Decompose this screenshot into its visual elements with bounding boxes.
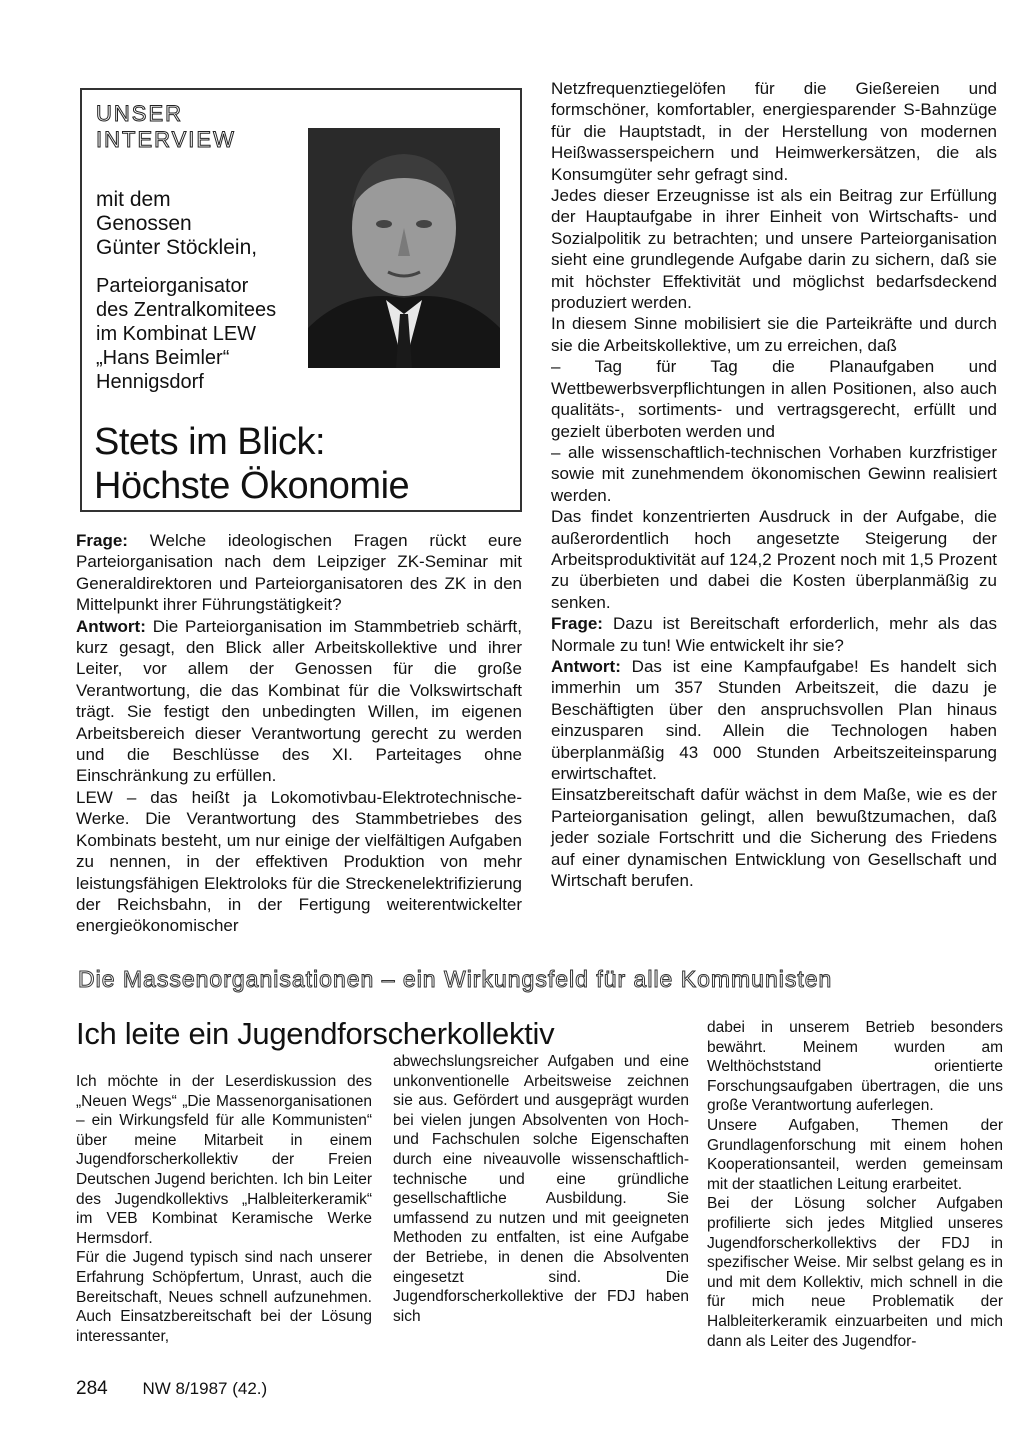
bullet-paragraph: – alle wissenschaftlich-technischen Vorhaben kurzfristiger sowie mit zunehmendem ökonomischen Gewinn realisiert werden. (551, 442, 997, 505)
question-label: Frage: (551, 614, 603, 634)
role-line: im Kombinat LEW (96, 323, 257, 345)
portrait-photo (308, 128, 500, 368)
question-text: Welche ideologischen Fragen rückt eure Parteiorganisation nach dem Leipziger ZK-Seminar mit Generaldirektoren und Parteiorganisatoren des ZK in den Mittelpunkt ihrer Führungstätigkeit? (76, 531, 522, 615)
answer-paragraph (551, 656, 997, 784)
article-column-3 (707, 1018, 1003, 1351)
page-footer (76, 1378, 267, 1400)
question-paragraph (551, 613, 997, 656)
section-title: Die Massenorganisationen – ein Wirkungsfeld für alle Kommunisten (78, 966, 833, 992)
body-paragraph: LEW – das heißt ja Lokomotivbau-Elektrotechnische-Werke. Die Verantwortung des Stammbetriebes des Kombinats besteht, um nur einige der vielfältigen Aufgaben zu nennen, in der effektiven Produktion von mehr leistungsfähigen Elektroloks für die Streckenelektrifizierung der Reichsbahn, in der Fertigung weiterentwickelter energieökonomischer (76, 787, 522, 936)
interview-left-column (76, 530, 522, 937)
role-line: „Hans Beimler“ (96, 347, 230, 369)
article-paragraph: dabei in unserem Betrieb besonders bewährt. Meinem wurden am Welthöchststand orientierte Forschungsaufgaben übertragen, die uns große Verantwortung auferlegen. (707, 1019, 1003, 1115)
article-paragraph: abwechslungsreicher Aufgaben und eine unkonventionelle Arbeitsweise zeichnen sie aus. Gefördert und ausgeprägt wurden bei vielen jungen Absolventen von Hoch- und Fachschulen solche Eigenschaften durch eine niveauvolle wissenschaftlich-technische und eine gründliche gesellschaftliche Ausbildung. Sie umfassend zu nutzen und mit geeigneten Methoden zu entfalten, ist eine Aufgabe der Betriebe, in denen die Absolventen eingesetzt sind. Die Jugendforscherkollektive der FDJ haben sich (393, 1053, 689, 1325)
question-label: Frage: (76, 531, 128, 550)
role-line: Parteiorganisator (96, 275, 249, 297)
interview-kicker (96, 101, 236, 153)
article-paragraph: Bei der Lösung solcher Aufgaben profilierte sich jedes Mitglied unseres Jugendforscherkollektivs der FDJ in spezifischer Weise. Mir selbst gelang es in und mit dem Kollektiv, mich schnell in die für mich neue Problematik der Halbleiterkeramik einzuarbeiten und mich dann als Leiter des Jugendfor- (707, 1195, 1003, 1350)
headline-line: Stets im Blick: (94, 421, 326, 463)
headline-line: Höchste Ökonomie (94, 465, 410, 507)
answer-label: Antwort: (551, 656, 621, 676)
question-paragraph (76, 530, 522, 616)
interview-intro (96, 188, 306, 394)
article-paragraph: Unsere Aufgaben, Themen der Grundlagenforschung mit einem hohen Kooperationsanteil, werden gemeinsam mit der staatlichen Leitung erarbeitet. (707, 1116, 1003, 1193)
answer-text: Das ist eine Kampfaufgabe! Es handelt sich immerhin um 357 Stunden Arbeitszeit, die dazu je Beschäftigten über den anspruchsvollen Plan hinaus einzusparen sind. Allein die Technologen haben überplanmäßig 43 000 Stunden Arbeitszeiteinsparung erwirtschaftet. (551, 656, 997, 783)
answer-paragraph (76, 616, 522, 787)
intro-line: Günter Stöcklein, (96, 236, 258, 259)
article-title: Ich leite ein Jugendforscherkollektiv (76, 1016, 555, 1051)
intro-line: mit dem (96, 188, 171, 211)
issue-label: NW 8/1987 (42.) (142, 1379, 268, 1398)
answer-text: Die Parteiorganisation im Stammbetrieb schärft, kurz gesagt, den Blick aller Arbeitskollektive und ihrer Leiter, vor allem der Genossen für die große Verantwortung, die das Kombinat für die Volkswirtschaft trägt. Sie festigt den unbedingten Willen, im eigenen Arbeitsbereich dieser Verantwortung gerecht zu werden und die Beschlüsse des XI. Parteitages ohne Einschränkung zu erfüllen. (76, 616, 522, 786)
interview-right-column (551, 78, 997, 891)
bullet-paragraph: – Tag für Tag die Planaufgaben und Wettbewerbsverpflichtungen in allen Positionen, also auch qualitäts-, sortiments- und vertragsgerecht, erfüllt und gezielt überboten werden und (551, 357, 997, 441)
kicker-line: INTERVIEW (96, 127, 236, 152)
article-column-1 (76, 1072, 372, 1346)
article-paragraph: Ich möchte in der Leserdiskussion des „Neuen Wegs“ „Die Massenorganisationen – ein Wirkungsfeld für alle Kommunisten“ über meine Mitarbeit in einem Jugendforscherkollektiv der Freien Deutschen Jugend berichten. Ich bin Leiter des Jugendkollektivs „Halbleiterkeramik“ im VEB Kombinat Keramische Werke Hermsdorf. (76, 1073, 372, 1247)
intro-line: Genossen (96, 212, 192, 235)
body-paragraph: Netzfrequenztiegelöfen für die Gießereien und formschöner, komfortabler, energiesparender S-Bahnzüge für die Hauptstadt, in der Herstellung von modernen Heißwasserspeichern und Heimwerkersätzen, die als Konsumgüter sehr gefragt sind. (551, 79, 997, 184)
role-line: des Zentralkomitees (96, 299, 277, 321)
article-column-2 (393, 1052, 689, 1326)
body-paragraph: Das findet konzentrierten Ausdruck in der Aufgabe, die außerordentlich hoch angesetzte Steigerung der Arbeitsproduktivität auf 124,2 Prozent noch mit 1,5 Prozent zu überbieten und dabei die Kosten überplanmäßig zu senken. (551, 507, 997, 612)
role-line: Hennigsdorf (96, 371, 204, 393)
body-paragraph: In diesem Sinne mobilisiert sie die Parteikräfte und durch sie die Arbeitskollektive, um zu erreichen, daß (551, 314, 997, 355)
answer-label: Antwort: (76, 616, 146, 636)
article-paragraph: Für die Jugend typisch sind nach unserer Erfahrung Schöpfertum, Unrast, auch die Bereitschaft, Neues schnell aufzunehmen. Auch Einsatzbereitschaft bei der Lösung interessanter, (76, 1249, 372, 1345)
question-text: Dazu ist Bereitschaft erforderlich, mehr als das Normale zu tun! Wie entwickelt ihr sie? (551, 614, 997, 655)
body-paragraph: Einsatzbereitschaft dafür wächst in dem Maße, wie es der Parteiorganisation gelingt, allen bewußtzumachen, daß jeder soziale Fortschritt und die Sicherung des Friedens auf einer dynamischen Entwicklung von Gesellschaft und Wirtschaft berufen. (551, 785, 997, 891)
interview-headline (94, 420, 409, 508)
body-paragraph: Jedes dieser Erzeugnisse ist als ein Beitrag zur Erfüllung der Hauptaufgabe in ihrer Einheit von Wirtschafts- und Sozialpolitik zu betrachten; und unsere Parteiorganisation sieht eine grundlegende Aufgabe darin zu sichern, daß sie mit höchster Effektivität und möglichst bedarfsdeckend produziert werden. (551, 186, 997, 313)
page-number: 284 (76, 1378, 108, 1399)
kicker-line: UNSER (96, 101, 184, 126)
